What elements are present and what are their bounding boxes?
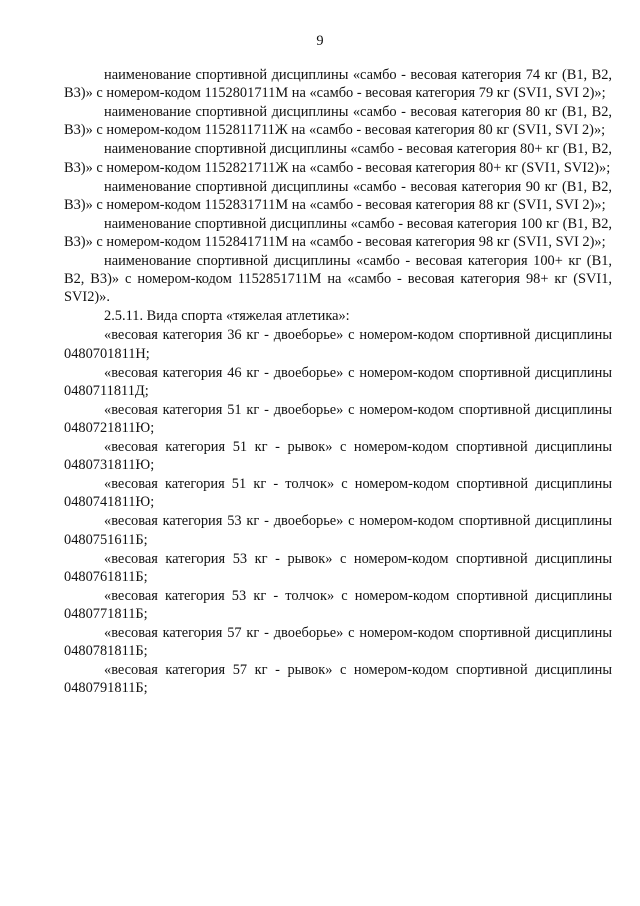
paragraph: «весовая категория 57 кг - двоеборье» с номером-кодом спортивной дисциплины 0480781811Б; (64, 625, 612, 660)
paragraph: «весовая категория 36 кг - двоеборье» с номером-кодом спортивной дисциплины 0480701811Н; (64, 327, 612, 362)
paragraph: наименование спортивной дисциплины «самбо - весовая категория 100 кг (B1, B2, B3)» с номером-кодом 1152841711М на «самбо - весовая категория 98 кг (SVI1, SVI 2)»; (64, 215, 612, 251)
paragraph: «весовая категория 46 кг - двоеборье» с номером-кодом спортивной дисциплины 0480711811Д; (64, 364, 612, 399)
paragraph: наименование спортивной дисциплины «самбо - весовая категория 80+ кг (B1, B2, B3)» с номером-кодом 1152821711Ж на «самбо - весовая категория 80+ кг (SVI1, SVI2)»; (64, 141, 612, 176)
paragraph: наименование спортивной дисциплины «самбо - весовая категория 90 кг (B1, B2, B3)» с номером-кодом 1152831711М на «самбо - весовая категория 88 кг (SVI1, SVI 2)»; (64, 178, 612, 213)
page-number: 9 (316, 33, 324, 49)
paragraph: «весовая категория 53 кг - толчок» с номером-кодом спортивной дисциплины 0480771811Б; (64, 587, 612, 623)
paragraph: «весовая категория 51 кг - толчок» с номером-кодом спортивной дисциплины 0480741811Ю; (64, 476, 612, 511)
paragraph: «весовая категория 51 кг - рывок» с номером-кодом спортивной дисциплины 0480731811Ю; (64, 439, 612, 474)
document-body (64, 66, 612, 698)
paragraph: «весовая категория 53 кг - рывок» с номером-кодом спортивной дисциплины 0480761811Б; (64, 550, 612, 585)
paragraph: наименование спортивной дисциплины «самбо - весовая категория 80 кг (B1, B2, B3)» с номером-кодом 1152811711Ж на «самбо - весовая категория 80 кг (SVI1, SVI 2)»; (64, 104, 612, 139)
paragraph: «весовая категория 51 кг - двоеборье» с номером-кодом спортивной дисциплины 0480721811Ю; (64, 401, 612, 437)
paragraph: наименование спортивной дисциплины «самбо - весовая категория 100+ кг (B1, B2, B3)» с номером-кодом 1152851711М на «самбо - весовая категория 98+ кг (SVI1, SVI2)». (64, 253, 612, 306)
paragraph: «весовая категория 53 кг - двоеборье» с номером-кодом спортивной дисциплины 0480751611Б; (64, 513, 612, 548)
paragraph: «весовая категория 57 кг - рывок» с номером-кодом спортивной дисциплины 0480791811Б; (64, 662, 612, 697)
section-heading: 2.5.11. Вида спорта «тяжелая атлетика»: (104, 308, 350, 325)
paragraph: наименование спортивной дисциплины «самбо - весовая категория 74 кг (B1, B2, B3)» с номером-кодом 1152801711М на «самбо - весовая категория 79 кг (SVI1, SVI 2)»; (64, 67, 612, 102)
